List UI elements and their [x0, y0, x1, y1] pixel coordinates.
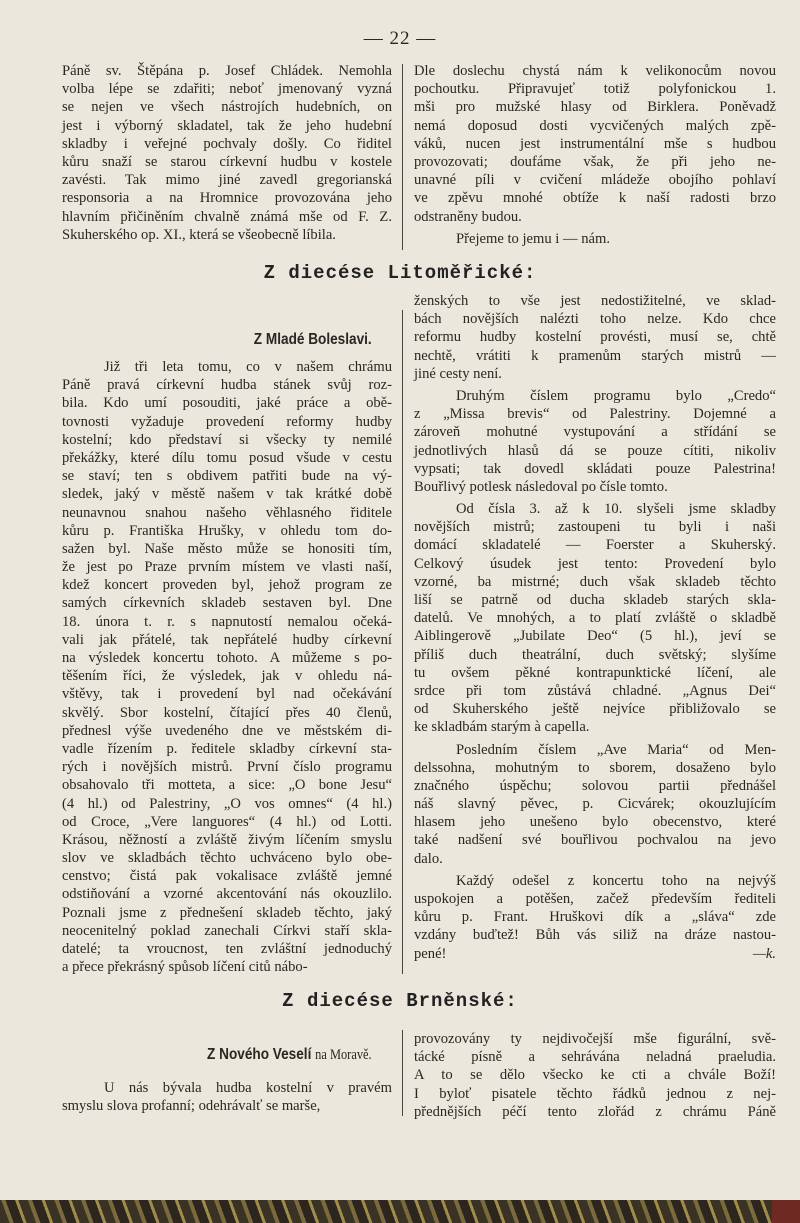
paragraph [414, 230, 776, 248]
text-line: Páně sv. Štěpána p. Josef Chládek. Nemohla [62, 63, 392, 79]
text-line: bila. Kdo umí posouditi, jaké práce a obě- [62, 395, 392, 412]
article2-right-column [414, 1030, 776, 1125]
text-line: datelů. Ve mnohých, a to platí zvláště o skladbě [414, 610, 776, 627]
text-line: Od čísla 3. až k 10. slyšeli jsme skladby [456, 501, 776, 518]
text-line: vali jak přátelé, tak nepřátelé hudby církevní [62, 631, 392, 648]
page-number: — 22 — [363, 28, 437, 49]
text-line: jednotlivých hlasů dá se pouze cítiti, nikoliv [414, 442, 776, 459]
text-line: pochoutku. Připravujeť totiž polyfonickou 1. [414, 81, 776, 98]
text-line: smyslu slova profanní; odehrávalť se marše, [62, 1098, 321, 1115]
text-line: samých církevních skladeb sestaven byl. Dne [62, 595, 392, 612]
section-heading-litomerice: Z diecése Litoměřické: [263, 262, 537, 284]
paragraph [62, 1079, 392, 1115]
text-line: delssohna, mohutným to sborem, dosaženo bylo [414, 759, 776, 776]
text-line: dalo. [414, 850, 443, 867]
text-line: jest i výborný skladatel, tak že jeho hudební [62, 117, 392, 134]
text-line: Skuherského op. XI., která se všeobecně líbila. [62, 226, 336, 243]
paragraph [414, 1030, 776, 1121]
text-line: (4 hl.) od Palestriny, „O vos omnes“ (4 hl.) [62, 795, 392, 812]
text-line: náš slavný pěvec, p. Cicvárek; okouzlujícím [414, 796, 776, 813]
text-line: se staví; ten s obdivem patřiti bude na vý- [62, 468, 392, 485]
text-line: domácí skladatelé — Foerster a Skuherský. [414, 537, 776, 554]
text-line: od Skuherského ještě nejvíce přibližovalo se [414, 701, 776, 718]
text-line: 18. února t. r. s napnutostí nemalou očeká- [62, 613, 392, 630]
text-line: neocenitelný poklad zanechali Církvi staří skla- [62, 922, 392, 939]
text-line: a přece překrásný spůsob líčení citů nábo- [62, 959, 308, 976]
text-line: skladby i veřejné pochvaly došly. Co řiditel [62, 135, 392, 152]
author-signature: —k. [752, 946, 776, 962]
text-line: Krásou, něžností a zvláště živým líčením smyslu [62, 831, 392, 848]
text-line: tácké písně a sehrávána neladná praeludia. [414, 1049, 776, 1066]
text-line: Bouřlivý potlesk následoval po čísle tomto. [414, 478, 668, 495]
text-line: novějších mistrů; zastoupeni tu byli i naši [414, 519, 776, 536]
text-line: kostelní; kdo představí si všecky ty nemilé [62, 431, 392, 448]
text-line: vštěvy, tak i provedení byl nad očekávání [62, 686, 392, 703]
text-line: Druhým číslem programu bylo „Credo“ [456, 387, 776, 404]
text-line: provozovati; doufáme však, že při jeho ne- [414, 153, 776, 170]
paragraph [414, 62, 776, 226]
text-line: Přejeme to jemu i — nám. [456, 230, 611, 247]
top-left-column [62, 62, 392, 248]
text-line: responsoria a na Hromnice provozována jeho [62, 190, 392, 207]
text-line: sledek, jaký v městě našem v tak krátké době [62, 486, 392, 503]
section-heading-brno: Z diecése Brněnské: [282, 990, 518, 1012]
article-right-column [414, 292, 776, 967]
text-line: Celkový úsudek jest tento: Provedení bylo [414, 555, 776, 572]
text-line: pené! [414, 945, 447, 962]
text-line: kůru snaží se starou církevní hudbu v kostele [62, 153, 392, 170]
text-line: rých i novějších mistrů. První číslo programu [62, 759, 392, 776]
text-line: ve zpěvu mnohé obtíže k naší radosti brzo [414, 190, 776, 207]
text-line: uspokojen a potěšen, začež především řediteli [414, 891, 776, 907]
text-line: Dle doslechu chystá nám k velikonocům novou [414, 63, 776, 79]
text-line: reformu hudby kostelní provésti, musí se, chtě [414, 329, 776, 346]
text-line: nemá doposud dosti vycvičených malých zpě- [414, 117, 776, 134]
text-line: z „Missa brevis“ od Palestriny. Dojemné a [414, 406, 776, 423]
text-line: vzorné, ba mistrné; duch však skladeb těchto [414, 573, 776, 590]
text-line: volba lépe se zdařiti; neboť jmenovaný vyzná [62, 81, 392, 98]
text-line: značného úspěchu; solovou partii přednášel [414, 777, 776, 794]
text-line: Každý odešel z koncertu toho na nejvýš [456, 872, 776, 889]
text-line: vypsati; tak dovedl skládati pouze Palestrina! [414, 460, 776, 477]
text-line: tovnosti vyžaduje provedení reformy hudby [62, 413, 392, 430]
text-line: tu ovšem pěkné kontrapunktické líčení, ale [414, 664, 776, 681]
text-line: ke skladbám starým à capella. [414, 719, 590, 736]
text-line: příliš duch theatrální, duch světský; slyšíme [414, 646, 776, 663]
paragraph [414, 741, 776, 868]
text-line: I byloť pisatele těchto řádků jednou z nej- [414, 1085, 776, 1102]
text-line: nechtě, vrátiti k pramenům starých mistrů — [414, 347, 776, 364]
text-line: odstiňování a vzorné akcentování nás okouzlilo. [62, 886, 392, 903]
text-line: také nadšení své bouřlivou pochvalou na jevo [414, 832, 776, 849]
text-line: překážky, které dílu tomu posud všude v cestu [62, 449, 392, 466]
paragraph [62, 358, 392, 976]
text-line: vzdány buďtež! Bůh vás siliž na dráze nastou- [414, 927, 776, 944]
text-line: kůru p. Frant. Hruškovi dík a „sláva“ zde [414, 909, 776, 926]
text-line: hlavním přičiněním chvalně známá mše od F. Z. [62, 208, 392, 225]
text-line: sažen byl. Naše město může se honositi tím, [62, 540, 392, 557]
marbled-page-edge [0, 1200, 800, 1223]
text-line: těšením říci, že výsledek, jak v ohledu ná- [62, 668, 392, 685]
text-line: Poznali jsme z přednešení skladeb těchto, jaký [62, 904, 392, 921]
text-line: Aiblingerově „Jubilate Deo“ (5 hl.), jeví se [414, 628, 776, 645]
text-line: neunavnou snahou našeho věhlasného řiditele [62, 504, 392, 521]
text-line: od Croce, „Vere languores“ (4 hl.) od Lotti. [62, 813, 392, 830]
article-left-column [62, 358, 392, 980]
text-line: srdce při tom zůstává chladné. „Agnus Dei“ [414, 682, 776, 699]
text-line: obsahovalo tři motteta, a sice: „O bone Jesu“ [62, 777, 392, 794]
text-line: slov ve skladbách těchto uchváceno bylo obe- [62, 850, 392, 867]
column-divider [402, 1030, 403, 1116]
text-line: unavné píli v cvičení mládeže obojího pohlaví [414, 172, 776, 189]
article-title-nove-veseli [207, 1045, 372, 1065]
article2-left-column [62, 1079, 392, 1119]
text-line: A to se dělo všecko ke cti a chvále Boží! [414, 1067, 776, 1084]
text-line: přednesl výše uvedeného dne ve městském di- [62, 722, 392, 739]
article-title-mlada-boleslav: Z Mladé Boleslavi. [254, 331, 372, 348]
binding-edge [772, 1200, 800, 1223]
article-title-main: Z Nového Veselí [207, 1046, 312, 1063]
text-line: zároveň mohutné vystupování a střídání se [414, 424, 776, 441]
column-divider [402, 64, 403, 250]
article-title-suffix: na Moravě. [315, 1047, 372, 1063]
paragraph [62, 62, 392, 244]
text-line: Posledním číslem „Ave Maria“ od Men- [456, 741, 776, 758]
text-line: skvělý. Sbor kostelní, čítající přes 40 členů, [62, 704, 392, 721]
text-line: Páně pravá církevní hudba stánek svůj roz- [62, 377, 392, 394]
text-line: odstraněny budou. [414, 208, 522, 225]
text-line: liší se patrně od ducha skladeb starých skla- [414, 592, 776, 608]
text-line: hlasem jeho unešeno bylo obecenstvo, které [414, 814, 776, 831]
paragraph [414, 387, 776, 496]
text-line: datelé; ta vroucnost, ten zvláštní jednoduchý [62, 941, 392, 957]
text-line: zavésti. Tak mimo jiné zavedl gregorianská [62, 172, 392, 189]
text-line: přednějších péčí tento zlořád z chrámu Páně [414, 1103, 776, 1120]
text-line: na výsledek koncertu tohoto. A můžeme s po- [62, 650, 392, 666]
column-divider [402, 310, 403, 974]
text-line: ženských to vše jest nedostižitelné, ve sklad- [414, 293, 776, 309]
text-line: kdež koncert proveden byl, jehož program ze [62, 577, 392, 594]
text-line: censtvo; čistá pak vokalisace zvláště jemné [62, 868, 392, 885]
text-line: váků, nucen jest instrumentální mše s hudbou [414, 135, 776, 152]
top-right-column [414, 62, 776, 252]
text-line: se nejen ve všech nástrojích hudebních, on [62, 99, 392, 116]
paragraph [414, 292, 776, 383]
text-line: jiné cesty není. [414, 365, 502, 382]
text-line: U nás bývala hudba kostelní v pravém [104, 1080, 392, 1096]
text-line: provozovány ty nejdivočejší mše figurální, svě- [414, 1031, 776, 1047]
text-line: že jest po Praze prvním místem ve vlasti naší, [62, 559, 392, 576]
paragraph [414, 500, 776, 736]
text-line: mši pro mužské hlasy od Birklera. Poněvadž [414, 99, 776, 116]
text-line: Již tři leta tomu, co v našem chrámu [104, 359, 392, 375]
text-line: bách novějších nalézti toho nelze. Kdo chce [414, 311, 776, 328]
text-line: vadle řízením p. ředitele skladby církevní sta- [62, 740, 392, 757]
text-line: kůru p. Františka Hrušky, v ohledu tom do- [62, 522, 392, 539]
paragraph [414, 872, 776, 963]
